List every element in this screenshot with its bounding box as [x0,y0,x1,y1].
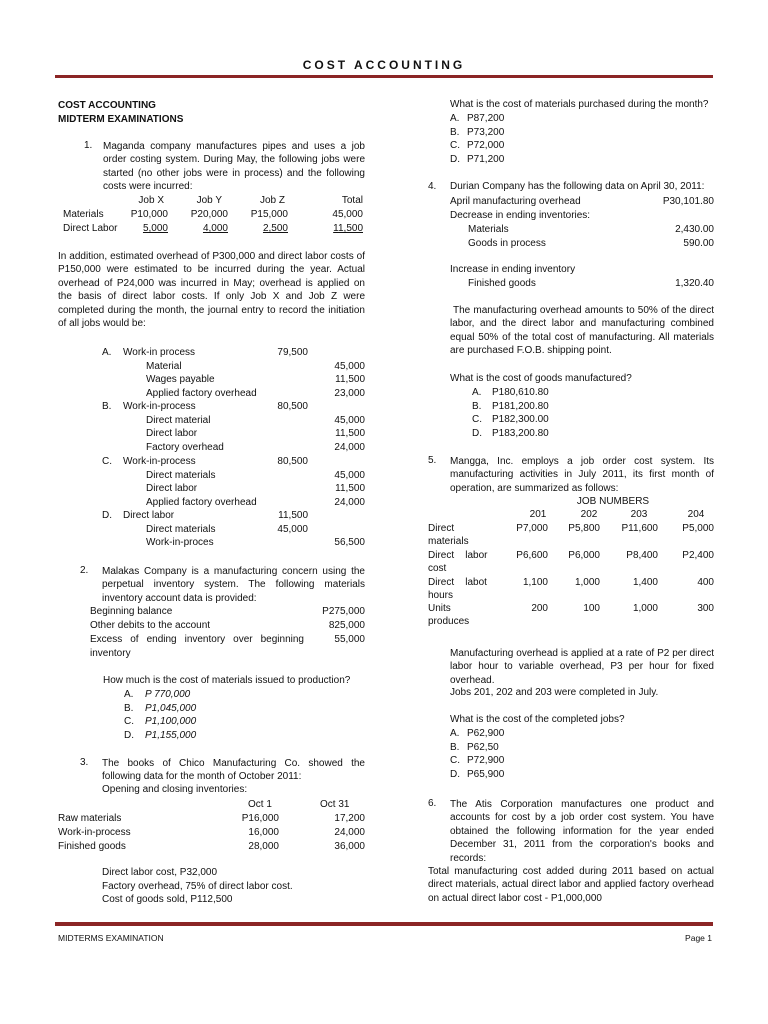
cell-total: 11,500 [333,223,363,234]
choice-letter: D. [450,768,460,780]
row-label: Direct Labor [63,223,118,234]
q1-text: Maganda company manufactures pipes and uses a job order costing system. During May, the following jobs were started (no other jobs were in process) and the following costs were incurred: [103,141,365,193]
q1-job-table [58,194,368,238]
credit-line [58,387,368,401]
q5-row-direct-materials [428,522,714,536]
cell-202: P5,800 [568,523,600,534]
cell-203: 1,400 [632,577,658,588]
q4-row-finished-goods [450,277,714,291]
credit-account: Direct materials [146,523,216,535]
q4-number: 4. [428,181,437,192]
q2-row-other-debits [90,619,365,633]
debit-account: Work-in-process [123,401,196,412]
q5-row-units [428,602,714,616]
row-amount: 825,000 [328,620,365,631]
q2-choice-d[interactable] [124,729,196,743]
row-label: Finished goods [468,278,536,289]
q3-row-wip [58,826,368,840]
q5-row-direct-labor-cost [428,549,714,563]
row-amount: 2,430.00 [675,224,714,235]
row-label: Materials [63,209,104,220]
header-oct-1: Oct 1 [248,799,272,810]
q1-option-a[interactable] [58,346,368,360]
row-amount: P30,101.80 [662,196,714,207]
row-label: Units [428,603,451,614]
credit-account: Direct labor [146,428,198,439]
q5-choice-d[interactable] [450,768,504,782]
q1-number: 1. [84,140,93,151]
q3-inventory-table [58,798,368,854]
q5-job-table [428,495,714,629]
credit-amount: 11,500 [335,428,365,439]
header-204: 204 [687,509,705,520]
choice-letter: B. [472,400,482,412]
q2-choices [124,688,196,742]
header-oct-31: Oct 31 [320,799,350,810]
q4-increase-label: Increase in ending inventory [450,264,576,275]
q4-choices [472,386,549,440]
debit-account: Work-in-process [123,456,196,467]
q5-choices [450,727,504,781]
header-203: 203 [630,509,648,520]
q6-text: The Atis Corporation manufactures one product and accounts for cost by a job order cost system. You have obtained the following information for the year ended December 31, 2011 from the corporation's books and records: [450,799,714,864]
choice-text: P65,900 [467,768,505,780]
q5-choice-a[interactable] [450,727,504,741]
row-label: Work-in-process [58,827,131,838]
q3-choices [450,112,504,166]
choice-letter: D. [472,427,482,439]
cell-job-x: P10,000 [130,209,168,220]
choice-letter: C. [472,414,482,425]
q3-row-raw-materials [58,812,368,826]
credit-account: Wages payable [146,374,215,385]
q3-row-finished-goods [58,840,368,854]
doc-title-line2: MIDTERM EXAMINATIONS [58,114,184,125]
choice-text: P1,100,000 [145,716,197,727]
credit-line [58,373,368,387]
cell-oct-1: 28,000 [248,841,279,852]
credit-line [58,414,368,428]
cell-203: 1,000 [632,603,658,614]
debit-amount: 80,500 [277,401,308,412]
row-label: Direct labot [428,577,487,588]
cell-job-y: 4,000 [202,223,228,234]
choice-letter: B. [124,702,134,714]
credit-amount: 56,500 [334,537,365,548]
cell-204: P5,000 [682,523,714,534]
cell-202: 100 [583,603,600,614]
choice-letter: C. [124,716,134,727]
choice-text: P1,045,000 [145,702,197,714]
choice-letter: D. [450,153,460,165]
row-label-2: cost [428,563,447,574]
q3-subtitle: Opening and closing inventories: [102,784,248,795]
q6-paragraph: Total manufacturing cost added during 2011 based on actual direct materials, actual direct labor and applied factory overhead on actual direct labor cost - P1,000,000 [428,866,714,904]
row-label: Excess of ending inventory over beginning inventory [90,634,304,659]
cell-total: 45,000 [332,209,363,220]
choice-text: P62,900 [467,728,505,739]
q2-text: Malakas Company is a manufacturing concern using the perpetual inventory system. The following materials inventory account data is provided: [102,566,365,604]
q3-number: 3. [80,757,89,768]
q4-row-materials [450,223,714,237]
credit-line [58,441,368,455]
row-amount: P275,000 [322,606,365,617]
q1-option-d[interactable] [58,509,368,523]
row-label: Goods in process [468,238,546,249]
cell-201: 1,100 [522,577,548,588]
q1-row-direct-labor [58,222,368,236]
debit-amount-2: 45,000 [277,523,308,535]
q5-text: Mangga, Inc. employs a job order cost system. Its manufacturing activities in July 2011, its first month of operation, are summarized as follows: [450,456,714,494]
q5-table-title: JOB NUMBERS [576,496,650,507]
choice-letter: A. [450,728,460,739]
doc-title-line1: COST ACCOUNTING [58,100,156,111]
credit-account: Material [146,360,182,372]
q3-choice-d[interactable] [450,153,504,167]
cell-oct-31: 36,000 [334,841,365,852]
q3-choice-a[interactable] [450,112,504,126]
cell-202: P6,000 [568,550,600,561]
q4-overhead-row [450,195,714,209]
row-label: April manufacturing overhead [450,196,581,207]
credit-line [58,427,368,441]
cell-job-x: 5,000 [142,223,168,234]
q2-question: How much is the cost of materials issued to production? [103,675,351,686]
row-label: Finished goods [58,841,126,852]
option-letter: A. [102,347,112,358]
credit-amount: 23,000 [334,387,365,399]
q6-number: 6. [428,798,437,809]
doc-title [58,99,183,127]
header-202: 202 [580,509,598,520]
q4-choice-b[interactable] [472,400,549,414]
choice-text: P87,200 [467,113,505,124]
q2-number: 2. [80,565,89,576]
credit-amount: 11,500 [335,483,365,494]
q4-text: Durian Company has the following data on April 30, 2011: [450,181,705,192]
row-amount: 55,000 [334,634,365,645]
q4-row-goods-in-process [450,237,714,251]
credit-account: Work-in-proces [146,537,214,548]
option-letter: D. [102,510,112,521]
header-201: 201 [529,509,547,520]
credit-amount: 24,000 [334,496,365,508]
choice-text: P 770,000 [145,689,191,700]
choice-letter: C. [450,755,460,766]
credit-amount: 45,000 [334,414,365,426]
option-letter: B. [102,401,112,412]
q3-choice-b[interactable] [450,126,504,140]
debit-account: Work-in process [123,347,196,358]
q2-account-data [90,605,365,661]
note-line: Direct labor cost, P32,000 [102,867,218,878]
credit-line [58,360,368,374]
q2-choice-c[interactable] [124,715,196,729]
q1-option-b[interactable] [58,400,368,414]
cell-job-z: P15,000 [250,209,288,220]
choice-text: P1,155,000 [145,729,197,741]
credit-line [58,482,368,496]
credit-account: Direct labor [146,483,198,494]
note-line: Factory overhead, 75% of direct labor cost. [102,880,293,892]
q1-table-header [58,194,368,208]
q3-question: What is the cost of materials purchased during the month? [450,99,709,110]
choice-text: P183,200.80 [492,427,549,439]
choice-text: P180,610.80 [492,387,549,398]
row-label: Direct labor [428,550,488,561]
credit-line [58,523,368,537]
credit-account: Applied factory overhead [146,496,257,508]
choice-text: P62,50 [467,741,499,753]
q1-paragraph: In addition, estimated overhead of P300,000 and direct labor costs of P150,000 were estimated to be incurred during the year. Actual overhead of P24,000 was incurred in May; overhead is applied on the basis of direct labor costs. If only Job X and Job Z were completed during the month, the journal entry to record the initiation of all jobs would be: [58,251,365,330]
cell-201: P7,000 [516,523,548,534]
choice-letter: A. [124,689,134,700]
q4-choice-a[interactable] [472,386,549,400]
footer-rule [55,922,713,926]
q2-row-beginning [90,605,365,619]
q5-paragraph-2: Jobs 201, 202 and 203 were completed in July. [450,687,659,698]
q4-data [450,195,714,251]
q4-increase [450,263,714,291]
q4-question: What is the cost of goods manufactured? [450,373,632,384]
debit-amount: 11,500 [278,510,308,521]
choice-letter: D. [124,729,134,741]
choice-text: P181,200.80 [492,400,549,412]
cell-204: 300 [697,603,714,614]
q2-choice-b[interactable] [124,702,196,716]
cell-job-z: 2,500 [262,223,288,234]
choice-letter: C. [450,140,460,151]
choice-text: P72,000 [467,140,505,151]
q5-question: What is the cost of the completed jobs? [450,714,625,725]
q5-number: 5. [428,455,437,466]
header-job-x: Job X [138,195,164,206]
cell-204: 400 [697,577,714,588]
q5-table-header [428,508,714,522]
q5-row-direct-labor-hours [428,576,714,590]
credit-line [58,469,368,483]
row-label: Beginning balance [90,606,173,617]
cell-203: P8,400 [626,550,658,561]
credit-amount: 11,500 [335,374,365,385]
q4-choice-d[interactable] [472,427,549,441]
choice-text: P71,200 [467,153,505,165]
cell-oct-31: 17,200 [334,813,365,824]
header-total: Total [341,195,363,206]
row-amount: 590.00 [683,238,714,249]
q1-row-materials [58,208,368,222]
credit-amount: 45,000 [334,469,365,481]
option-letter: C. [102,456,112,467]
row-label-2: produces [428,616,470,627]
choice-letter: B. [450,126,460,138]
note-line: Cost of goods sold, P112,500 [102,894,233,905]
cell-201: 200 [531,603,548,614]
credit-line [58,536,368,550]
debit-amount: 80,500 [277,456,308,467]
cell-202: 1,000 [574,577,600,588]
page-header-title: COST ACCOUNTING [302,58,466,72]
cell-oct-31: 24,000 [334,827,365,838]
credit-account: Applied factory overhead [146,387,257,399]
row-label: Direct [428,523,455,534]
cell-oct-1: 16,000 [248,827,279,838]
row-label: Other debits to the account [90,620,211,631]
q3-notes [102,866,293,907]
cell-oct-1: P16,000 [241,813,279,824]
header-job-y: Job Y [196,195,222,206]
row-label: Raw materials [58,813,122,824]
q1-option-c[interactable] [58,455,368,469]
q4-paragraph: The manufacturing overhead amounts to 50% of the direct labor, and the direct labor and manufacturing combined equal 50% of the total cost of manufacturing. All materials are purchased F.O.B. shipping point. [450,305,714,357]
choice-letter: B. [450,741,460,753]
q4-choice-c[interactable] [472,413,549,427]
choice-text: P73,200 [467,126,505,138]
cell-job-y: P20,000 [190,209,228,220]
cell-204: P2,400 [682,550,714,561]
credit-account: Factory overhead [146,441,224,453]
q4-decrease-label [450,209,714,223]
credit-amount: 45,000 [334,360,365,372]
row-label: Decrease in ending inventories: [450,210,591,221]
credit-amount: 24,000 [334,441,365,453]
credit-account: Direct material [146,414,211,426]
q5-paragraph: Manufacturing overhead is applied at a rate of P2 per direct labor hour to variable overhead, P3 per hour for fixed overhead. [450,648,714,686]
credit-line [58,496,368,510]
header-rule [55,75,713,78]
row-amount: 1,320.40 [675,278,714,289]
header-job-z: Job Z [259,195,285,206]
row-label: Materials [468,224,509,235]
debit-account: Direct labor [123,510,175,521]
q5-choice-b[interactable] [450,741,504,755]
footer-page-number: Page 1 [685,933,712,943]
row-label-2: materials [428,536,469,547]
q3-choice-c[interactable] [450,139,504,153]
choice-letter: A. [472,387,482,398]
choice-text: P182,300.00 [492,414,549,425]
footer-left: MIDTERMS EXAMINATION [58,933,164,943]
cell-203: P11,600 [621,523,658,534]
q3-text: The books of Chico Manufacturing Co. showed the following data for the month of October 2011: [102,758,365,783]
q5-choice-c[interactable] [450,754,504,768]
choice-letter: A. [450,113,460,124]
choice-text: P72,900 [467,755,505,766]
row-label-2: hours [428,590,454,601]
q3-table-header [58,798,368,812]
credit-account: Direct materials [146,469,216,481]
q1-options [58,346,368,551]
debit-amount: 79,500 [277,347,308,358]
q2-choice-a[interactable] [124,688,196,702]
cell-201: P6,600 [516,550,548,561]
